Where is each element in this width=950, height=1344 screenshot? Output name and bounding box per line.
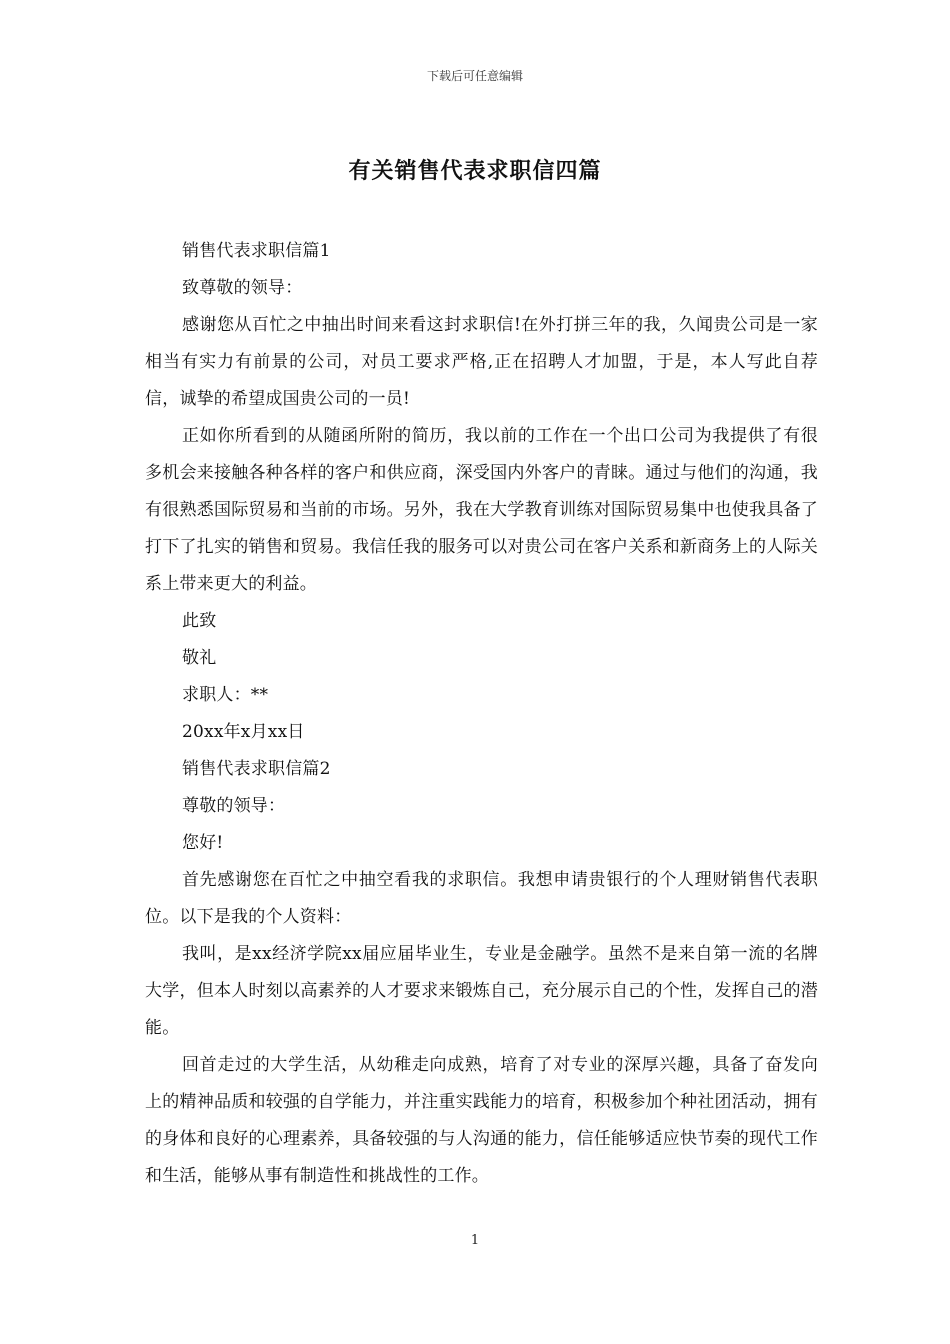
body-paragraph: 正如你所看到的从随函所附的简历，我以前的工作在一个出口公司为我提供了有很多机会来接触各种各样的客户和供应商，深受国内外客户的青睐。通过与他们的沟通，我有很熟悉国际贸易和当前的市场。另外，我在大学教育训练对国际贸易集中也使我具备了打下了扎实的销售和贸易。我信任我的服务可以对贵公司在客户关系和新商务上的人际关系上带来更大的利益。 bbox=[145, 426, 818, 594]
body-paragraph: 首先感谢您在百忙之中抽空看我的求职信。我想申请贵银行的个人理财销售代表职位。以下是我的个人资料： bbox=[145, 870, 818, 927]
applicant-line: 求职人：** bbox=[182, 685, 269, 705]
header-note: 下载后可任意编辑 bbox=[426, 69, 523, 83]
body-paragraph: 我叫，是xx经济学院xx届应届毕业生，专业是金融学。虽然不是来自第一流的名牌大学，但本人时刻以高素养的人才要求来锻炼自己，充分展示自己的个性，发挥自己的潜能。 bbox=[145, 944, 818, 1038]
salutation-2: 尊敬的领导： bbox=[182, 796, 286, 816]
greeting-line: 您好! bbox=[182, 833, 224, 853]
page-number: 1 bbox=[470, 1233, 480, 1248]
section-heading-1: 销售代表求职信篇1 bbox=[182, 241, 331, 261]
section-heading-2: 销售代表求职信篇2 bbox=[182, 759, 331, 779]
body-paragraph: 回首走过的大学生活，从幼稚走向成熟，培育了对专业的深厚兴趣，具备了奋发向上的精神品质和较强的自学能力，并注重实践能力的培育，积极参加个种社团活动，拥有的身体和良好的心理素养，具备较强的与人沟通的能力，信任能够适应快节奏的现代工作和生活，能够从事有制造性和挑战性的工作。 bbox=[145, 1055, 818, 1186]
closing-line: 此致 bbox=[182, 611, 217, 631]
body-paragraph: 感谢您从百忙之中抽出时间来看这封求职信!在外打拼三年的我，久闻贵公司是一家相当有实力有前景的公司，对员工要求严格,正在招聘人才加盟，于是，本人写此自荐信，诚挚的希望成国贵公司的一员! bbox=[145, 315, 818, 409]
salutation-1: 致尊敬的领导： bbox=[182, 278, 303, 298]
date-line: 20xx年x月xx日 bbox=[182, 722, 305, 742]
document-title: 有关销售代表求职信四篇 bbox=[348, 158, 602, 184]
document-body bbox=[145, 233, 818, 1195]
closing-regards: 敬礼 bbox=[182, 648, 217, 668]
